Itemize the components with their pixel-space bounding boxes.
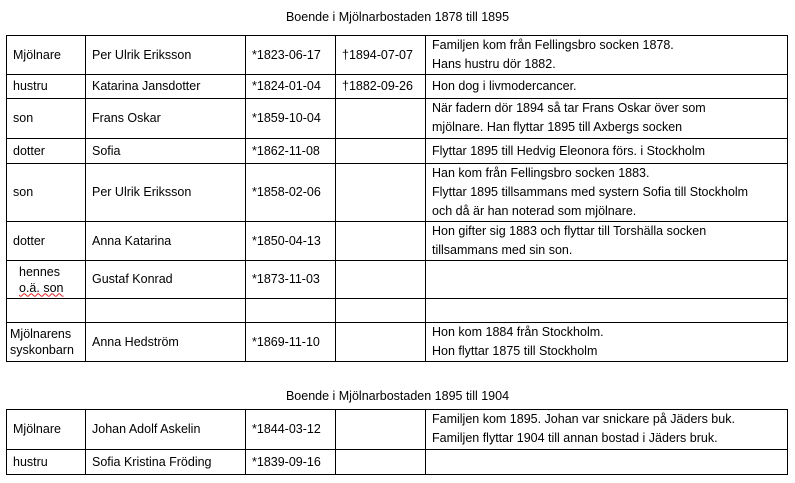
table-row — [7, 164, 788, 222]
table-row — [7, 99, 788, 139]
born-cell — [246, 299, 336, 323]
role-cell: dotter — [7, 139, 86, 164]
table-row — [7, 261, 788, 299]
died-cell — [336, 261, 426, 299]
died-cell — [336, 139, 426, 164]
note-cell — [426, 261, 788, 299]
born-cell: *1823-06-17 — [246, 36, 336, 75]
name-cell: Per Ulrik Eriksson — [86, 36, 246, 75]
role-cell: son — [7, 164, 86, 222]
note-cell: Hon dog i livmodercancer. — [426, 75, 788, 99]
died-cell — [336, 323, 426, 362]
note-cell: Familjen kom från Fellingsbro socken 1878. Hans hustru dör 1882. — [426, 36, 788, 75]
died-cell — [336, 450, 426, 475]
table-row — [7, 410, 788, 450]
born-cell: *1862-11-08 — [246, 139, 336, 164]
died-cell — [336, 299, 426, 323]
born-cell: *1859-10-04 — [246, 99, 336, 139]
table-row — [7, 36, 788, 75]
role-cell: Mjölnarens syskonbarn — [7, 323, 86, 362]
note-cell: När fadern dör 1894 så tar Frans Oskar över som mjölnare. Han flyttar 1895 till Axbergs socken — [426, 99, 788, 139]
name-cell: Johan Adolf Askelin — [86, 410, 246, 450]
born-cell: *1824-01-04 — [246, 75, 336, 99]
table-row — [7, 450, 788, 475]
name-cell: Sofia Kristina Fröding — [86, 450, 246, 475]
role-cell — [7, 299, 86, 323]
note-cell: Han kom från Fellingsbro socken 1883. Flyttar 1895 tillsammans med systern Sofia till Stockholm och då är han noterad som mjölnare. — [426, 164, 788, 222]
died-cell: †1882-09-26 — [336, 75, 426, 99]
note-cell: Flyttar 1895 till Hedvig Eleonora förs. i Stockholm — [426, 139, 788, 164]
name-cell: Anna Katarina — [86, 222, 246, 261]
born-cell: *1858-02-06 — [246, 164, 336, 222]
role-cell: hustru — [7, 450, 86, 475]
section1-title: Boende i Mjölnarbostaden 1878 till 1895 — [285, 10, 510, 24]
residents-table-1895-1904 — [6, 409, 788, 475]
role-cell: hustru — [7, 75, 86, 99]
table-row — [7, 139, 788, 164]
role-cell: hennes o.ä. son — [7, 261, 86, 299]
section2-title: Boende i Mjölnarbostaden 1895 till 1904 — [285, 389, 510, 403]
born-cell: *1850-04-13 — [246, 222, 336, 261]
name-cell: Katarina Jansdotter — [86, 75, 246, 99]
role-cell: Mjölnare — [7, 410, 86, 450]
born-cell: *1839-09-16 — [246, 450, 336, 475]
table-row — [7, 323, 788, 362]
died-cell — [336, 410, 426, 450]
died-cell — [336, 222, 426, 261]
note-cell — [426, 450, 788, 475]
residents-table-1878-1895 — [6, 35, 788, 362]
died-cell: †1894-07-07 — [336, 36, 426, 75]
role-cell: Mjölnare — [7, 36, 86, 75]
note-cell: Familjen kom 1895. Johan var snickare på Jäders buk. Familjen flyttar 1904 till annan bostad i Jäders bruk. — [426, 410, 788, 450]
born-cell: *1844-03-12 — [246, 410, 336, 450]
died-cell — [336, 164, 426, 222]
born-cell: *1869-11-10 — [246, 323, 336, 362]
name-cell: Per Ulrik Eriksson — [86, 164, 246, 222]
name-cell: Gustaf Konrad — [86, 261, 246, 299]
name-cell: Frans Oskar — [86, 99, 246, 139]
name-cell: Sofia — [86, 139, 246, 164]
died-cell — [336, 99, 426, 139]
note-cell: Hon gifter sig 1883 och flyttar till Torshälla socken tillsammans med sin son. — [426, 222, 788, 261]
note-cell: Hon kom 1884 från Stockholm. Hon flyttar 1875 till Stockholm — [426, 323, 788, 362]
name-cell: Anna Hedström — [86, 323, 246, 362]
table-row — [7, 75, 788, 99]
note-cell — [426, 299, 788, 323]
role-cell: son — [7, 99, 86, 139]
table-row-empty — [7, 299, 788, 323]
name-cell — [86, 299, 246, 323]
role-cell: dotter — [7, 222, 86, 261]
born-cell: *1873-11-03 — [246, 261, 336, 299]
table-row — [7, 222, 788, 261]
